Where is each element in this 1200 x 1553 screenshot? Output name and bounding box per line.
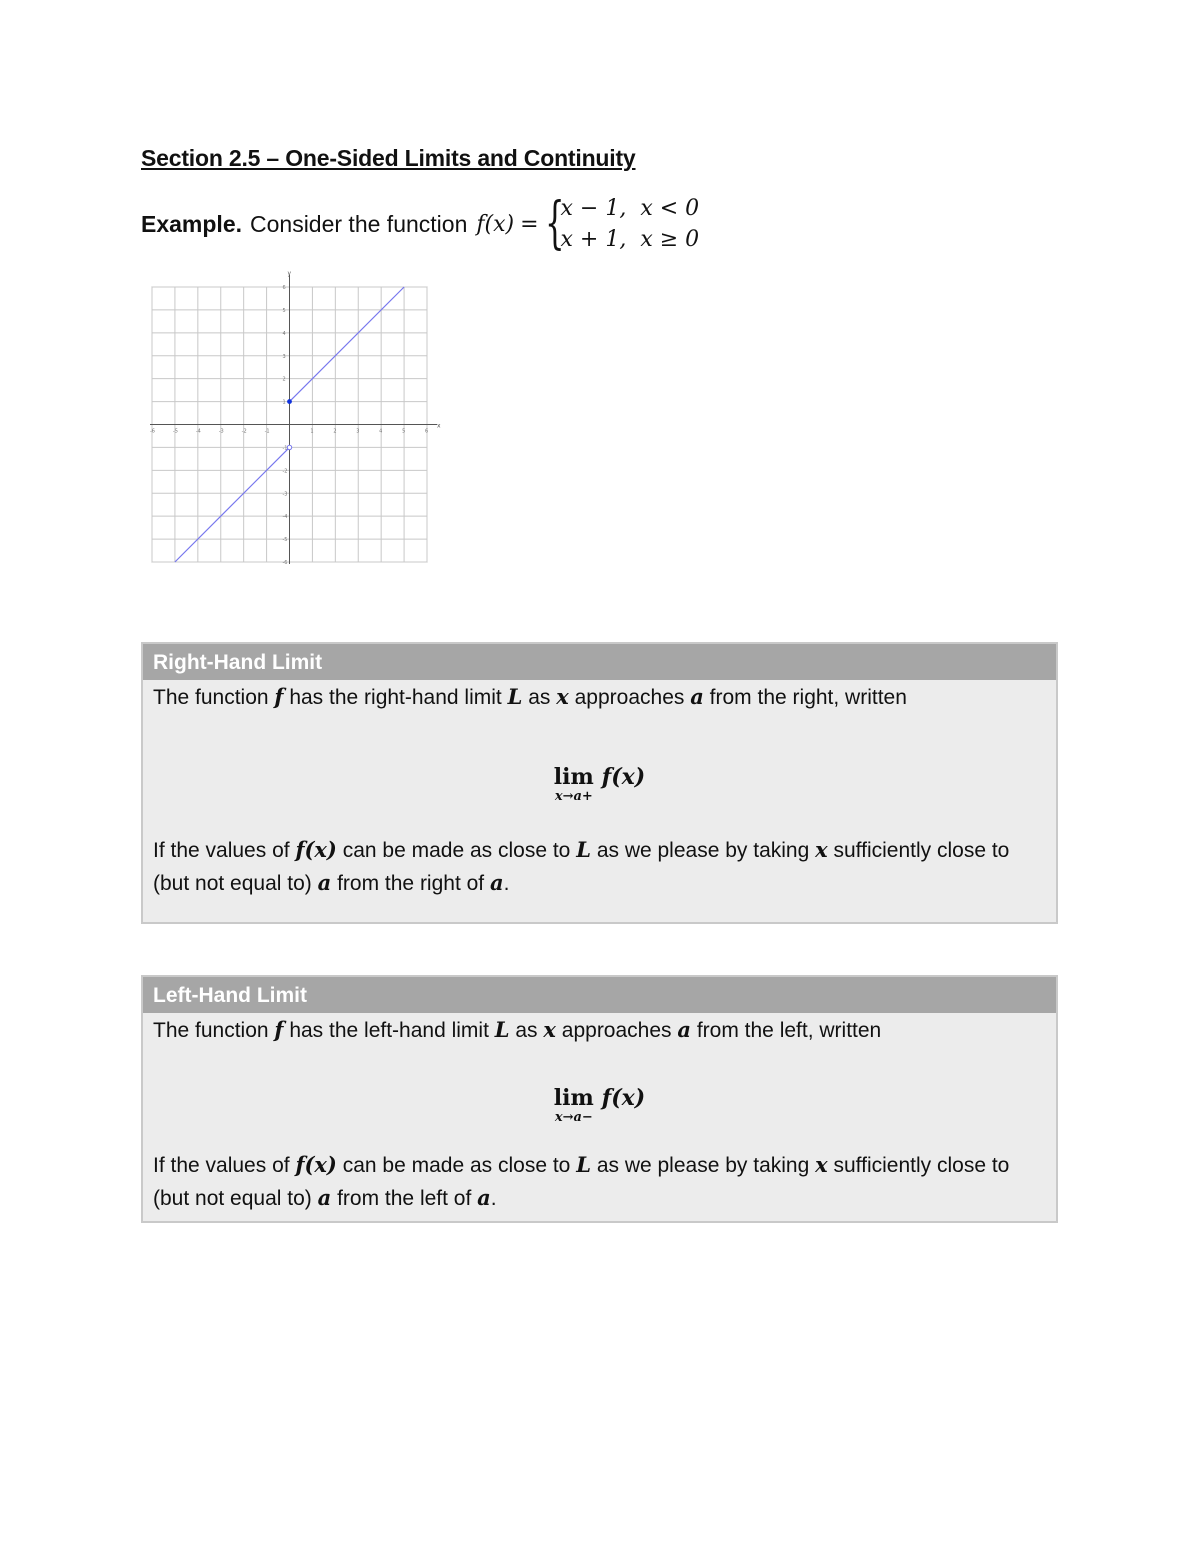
right-hand-definition-condition	[153, 834, 1046, 900]
y-tick-label: 6	[282, 285, 286, 291]
y-tick-label: -5	[282, 537, 288, 544]
lh-x: x	[815, 1152, 828, 1177]
rh-text: approaches	[574, 686, 685, 709]
piecewise-cases	[561, 193, 700, 255]
x-tick-label: -1	[264, 428, 270, 435]
rh-a: a	[690, 684, 704, 709]
lh-text: sufficiently close to (but not equal to)	[153, 1154, 1010, 1210]
y-tick-label: -1	[282, 445, 288, 452]
example-label: Example.	[141, 210, 242, 237]
rh-text: If the values of	[153, 839, 290, 862]
lh-text: from the left of	[337, 1187, 472, 1210]
function-graph	[148, 268, 448, 568]
equals-sign: =	[520, 211, 539, 237]
left-hand-limit-body	[143, 1013, 1056, 1215]
y-tick-label: -4	[282, 514, 288, 521]
y-tick-label: 4	[282, 330, 286, 337]
rh-x: x	[815, 837, 828, 862]
left-hand-limit-expression	[153, 1047, 1046, 1155]
x-tick-label: -2	[241, 428, 247, 435]
lh-text: has the left-hand limit	[289, 1019, 489, 1042]
y-tick-label: -3	[282, 491, 288, 498]
rh-text: from the right, written	[709, 686, 907, 709]
rh-text: from the right of	[337, 872, 485, 895]
x-tick-label: 6	[425, 428, 429, 435]
open-point	[287, 445, 291, 449]
example-line	[141, 192, 699, 256]
lh-fx: f(x)	[295, 1152, 337, 1177]
rh-period: .	[503, 872, 510, 895]
lim-subscript: x→a−	[554, 1110, 593, 1125]
piecewise-case-1: x − 1, x < 0	[560, 196, 700, 221]
lh-period: .	[490, 1187, 497, 1210]
section-title: Section 2.5 – One-Sided Limits and Continuity	[141, 145, 636, 171]
x-tick-label: 4	[379, 428, 383, 435]
lh-x: x	[543, 1017, 556, 1042]
left-hand-limit-title: Left-Hand Limit	[143, 977, 1056, 1013]
lh-L: L	[494, 1017, 510, 1042]
lh-text: If the values of	[153, 1154, 290, 1177]
x-tick-label: 1	[310, 428, 314, 435]
left-hand-limit-box	[141, 975, 1058, 1223]
right-hand-limit-body	[143, 680, 1056, 900]
right-hand-limit-title: Right-Hand Limit	[143, 644, 1056, 680]
y-axis-label: y	[287, 270, 292, 277]
right-hand-limit-expression	[153, 714, 1046, 834]
lh-text: can be made as close to	[342, 1154, 571, 1177]
lh-text: The function	[153, 1019, 269, 1042]
rh-text: as we please by taking	[596, 839, 810, 862]
rh-text: The function	[153, 686, 269, 709]
y-tick-label: 2	[282, 376, 286, 383]
example-text: Consider the function	[250, 210, 468, 237]
lim-function: f(x)	[601, 764, 646, 790]
left-hand-definition-condition	[153, 1149, 1046, 1215]
lh-text: from the left, written	[696, 1019, 882, 1042]
rh-fx: f(x)	[295, 837, 337, 862]
lim-subscript: x→a+	[554, 789, 593, 804]
lim-word: lim	[553, 1085, 594, 1111]
x-tick-label: -6	[150, 428, 155, 435]
y-tick-label: 5	[282, 307, 286, 314]
closed-point	[287, 399, 292, 404]
rh-f: f	[274, 684, 284, 709]
lh-f: f	[274, 1017, 284, 1042]
y-tick-label: -2	[282, 468, 288, 475]
piecewise-case-2: x + 1, x ≥ 0	[560, 227, 700, 252]
y-tick-label: 1	[282, 399, 286, 406]
left-hand-definition-intro	[153, 1013, 1046, 1047]
rh-a: a	[317, 870, 332, 895]
right-hand-limit-box	[141, 642, 1058, 924]
x-tick-label: 5	[402, 428, 406, 435]
rh-x: x	[556, 684, 569, 709]
rh-text: has the right-hand limit	[289, 686, 502, 709]
lim-function: f(x)	[601, 1085, 646, 1111]
x-tick-label: 3	[356, 428, 360, 435]
x-tick-label: -4	[195, 428, 201, 435]
rh-text: as	[528, 686, 551, 709]
lh-text: as we please by taking	[596, 1154, 810, 1177]
lh-L: L	[576, 1152, 591, 1177]
lh-a: a	[477, 1185, 491, 1210]
lh-text: approaches	[561, 1019, 672, 1042]
function-notation: f(x)	[476, 211, 515, 237]
rh-a: a	[489, 870, 504, 895]
lim-word: lim	[553, 764, 594, 790]
rh-L: L	[507, 684, 523, 709]
right-hand-definition-intro	[153, 680, 1046, 714]
rh-L: L	[576, 837, 591, 862]
lh-text: as	[515, 1019, 538, 1042]
lh-a: a	[317, 1185, 332, 1210]
rh-text: can be made as close to	[342, 839, 571, 862]
x-tick-label: -3	[218, 428, 224, 435]
x-tick-label: -5	[172, 428, 178, 435]
y-tick-label: 3	[282, 353, 286, 360]
rh-text: sufficiently close to (but not equal to)	[153, 839, 1010, 895]
x-tick-label: 2	[333, 428, 337, 435]
y-tick-label: -6	[282, 560, 288, 566]
x-axis-label: x	[437, 422, 441, 430]
lh-a: a	[677, 1017, 691, 1042]
piecewise-brace: {	[544, 191, 565, 256]
